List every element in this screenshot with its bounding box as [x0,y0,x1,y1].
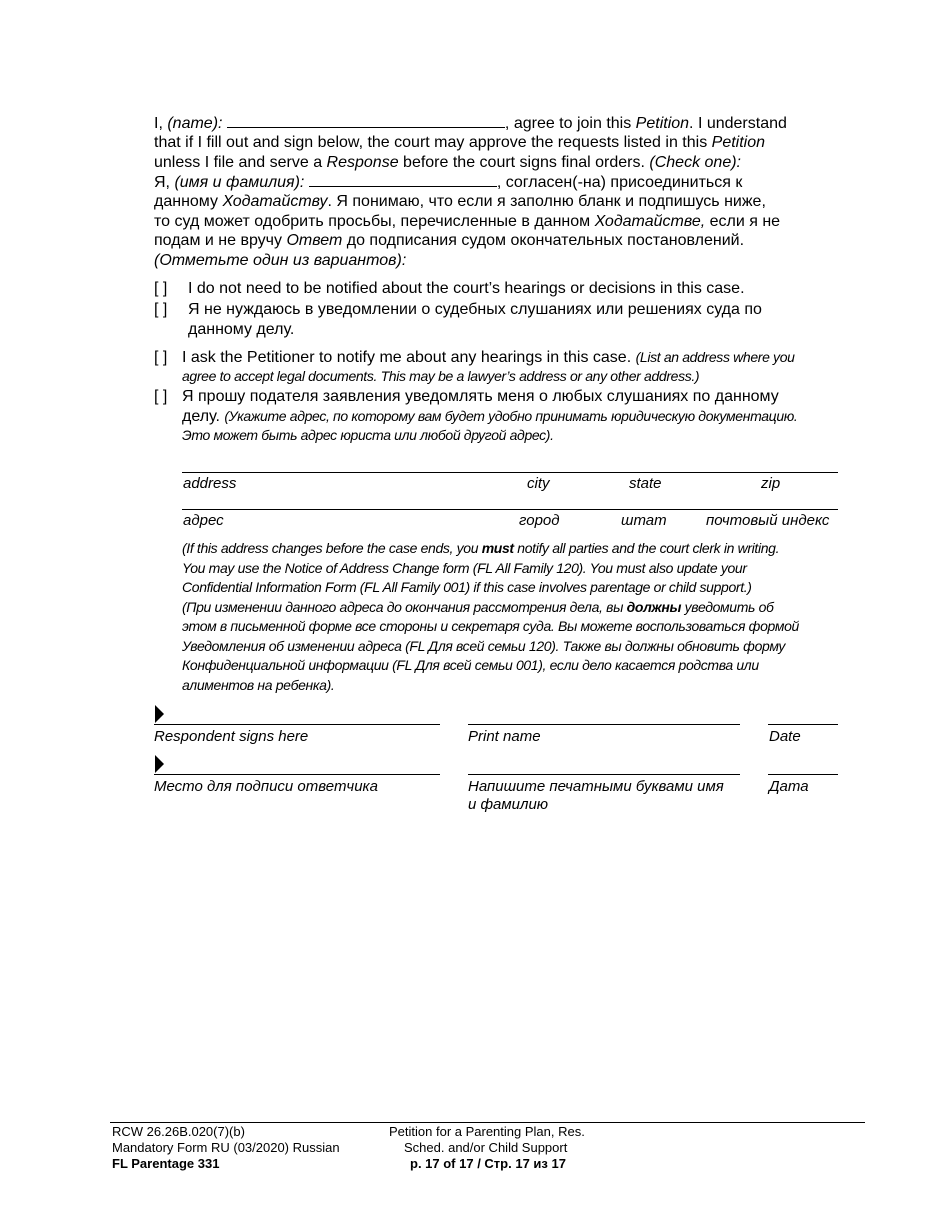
notice-line-7: Конфиденциальной информации (FL Для всей семьи 001), если дело касается родства или [182,657,759,673]
option2-ru-2: делу. (Укажите адрес, по которому вам будет удобно принимать юридическую документацию. [182,408,798,425]
checkbox-notify-me[interactable]: [ ] [154,349,168,366]
intro-line-2: that if I fill out and sign below, the court may approve the requests listed in this Petition [154,134,766,151]
date-label: Date [769,728,801,745]
intro-line-8: (Отметьте один из вариантов): [154,252,407,269]
date-label-ru: Дата [769,778,809,795]
state-label: state [629,475,662,492]
address-line[interactable] [182,472,838,473]
print-name-line-ru[interactable] [468,774,740,775]
notice-line-8: алиментов на ребенка). [182,677,335,693]
date-line-ru[interactable] [768,774,838,775]
date-line[interactable] [768,724,838,725]
option1-en: I do not need to be notified about the court’s hearings or decisions in this case. [188,280,745,297]
notice-line-6: Уведомления об изменении адреса (FL Для всей семьи 120). Также вы должны обновить форму [182,638,786,654]
sign-arrow-icon [155,705,164,723]
address-label: address [183,475,237,492]
intro-line-5: данному Ходатайству. Я понимаю, что если я заполню бланк и подпишусь ниже, [154,193,766,210]
zip-label: zip [761,475,781,492]
print-name-label-ru-1: Напишите печатными буквами имя [468,778,724,795]
city-label-ru: город [519,512,560,529]
intro-line-7: подам и не вручу Ответ до подписания судом окончательных постановлений. [154,232,745,249]
print-name-line[interactable] [468,724,740,725]
state-label-ru: штат [621,512,667,529]
footer-title-2: Sched. and/or Child Support [404,1140,568,1155]
option2-en-note-2: agree to accept legal documents. This may be a lawyer’s address or any other address.) [182,368,700,384]
print-name-label-ru-2: и фамилию [468,796,549,813]
respondent-signs-label-ru: Место для подписи ответчика [154,778,378,795]
footer-divider [110,1122,865,1123]
notice-line-3: Confidential Information Form (FL All Family 001) if this case involves parentage or child support.) [182,579,752,595]
notice-line-5: этом в письменной форме все стороны и секретаря суда. Вы можете воспользоваться формой [182,618,799,634]
notice-line-1: (If this address changes before the case ends, you must notify all parties and the court clerk in writing. [182,540,780,556]
footer-form: Mandatory Form RU (03/2020) Russian [112,1140,340,1155]
sign-arrow-icon [155,755,164,773]
notice-line-2: You may use the Notice of Address Change form (FL All Family 120). You must also update your [182,560,747,576]
checkbox-notify-me-ru[interactable]: [ ] [154,388,168,405]
name-field-ru[interactable] [309,172,497,187]
name-field[interactable] [227,113,505,128]
checkbox-no-notification[interactable]: [ ] [154,280,168,297]
intro-line-6: то суд может одобрить просьбы, перечисленные в данном Ходатайстве, если я не [154,213,781,230]
intro-line-4: Я, (имя и фамилия): , согласен(-на) присоединиться к [154,174,743,191]
intro-line-3: unless I file and serve a Response before the court signs final orders. (Check one): [154,154,741,171]
address-line-ru[interactable] [182,509,838,510]
option2-en-line-1: I ask the Petitioner to notify me about any hearings in this case. (List an address where you [182,349,795,366]
respondent-signs-label: Respondent signs here [154,728,309,745]
footer-page-number: p. 17 of 17 / Стр. 17 из 17 [410,1156,566,1171]
checkbox-no-notification-ru[interactable]: [ ] [154,301,168,318]
option2-ru-1: Я прошу подателя заявления уведомлять меня о любых слушаниях по данному [182,388,779,405]
footer-title-1: Petition for a Parenting Plan, Res. [389,1124,585,1139]
footer-form-id: FL Parentage 331 [112,1156,220,1171]
option1-ru-2: данному делу. [188,321,295,338]
print-name-label: Print name [468,728,541,745]
intro-line-1: I, (name): , agree to join this Petition. I understand [154,115,787,132]
option2-ru-note-2: Это может быть адрес юриста или любой другой адрес). [182,427,554,443]
address-label-ru: адрес [183,512,224,529]
zip-label-ru: почтовый индекс [706,512,830,529]
respondent-signature-line[interactable] [154,724,440,725]
footer-rcw: RCW 26.26B.020(7)(b) [112,1124,245,1139]
city-label: city [527,475,550,492]
notice-line-4: (При изменении данного адреса до окончания рассмотрения дела, вы должны уведомить об [182,599,774,615]
respondent-signature-line-ru[interactable] [154,774,440,775]
option1-ru-1: Я не нуждаюсь в уведомлении о судебных слушаниях или решениях суда по [188,301,762,318]
